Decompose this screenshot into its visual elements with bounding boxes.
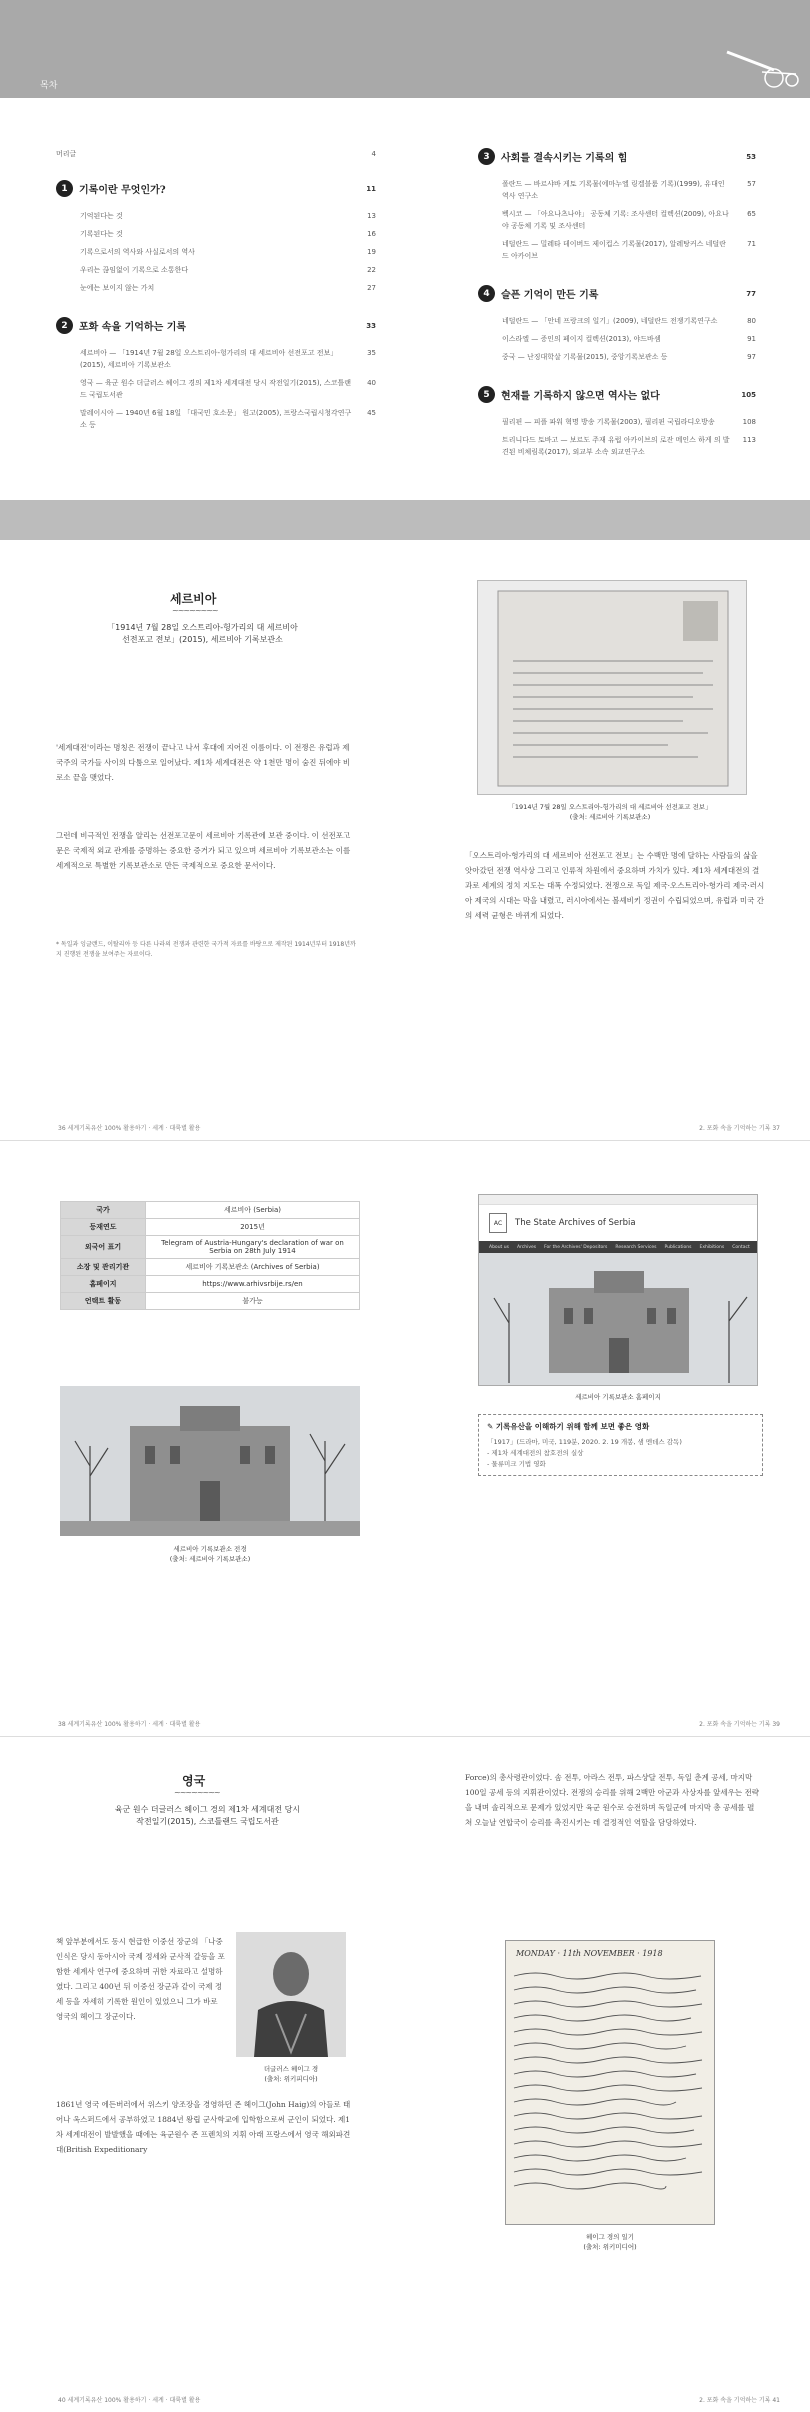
info-value[interactable]: https://www.arhivsrbije.rs/en [146, 1276, 360, 1293]
toc-chapter [478, 285, 756, 366]
toc-sub-list [478, 175, 756, 265]
info-value: 2015년 [146, 1219, 360, 1236]
folio-left: 36 세계기록유산 100% 활용하기 · 세계 · 대륙별 활용 [58, 1125, 201, 1132]
toc-spread [0, 0, 810, 500]
body-paragraph: '세계대전'이라는 명칭은 전쟁이 끝나고 나서 후대에 지어진 이름이다. 이 전쟁은 유럽과 제국주의 국가들 사이의 다툼으로 일어났다. 제1차 세계대전은 약 1천만 명이 숨진 뒤에야 비로소 끝을 맺었다. [56, 743, 351, 782]
diary-heading: MONDAY · 11th NOVEMBER · 1918 [516, 1949, 663, 1958]
movie-box-title-text: 기록유산을 이해하기 위해 함께 보면 좋은 영화 [495, 1422, 650, 1431]
toc-item-title: 벡시코 — 「아요나츠나야」 공동체 기록: 조사센터 컬렉션(2009), 아요나야 공동체 기록 및 조사센터 [502, 210, 729, 230]
site-nav-item[interactable]: Contact [732, 1244, 750, 1250]
wave-ornament: ~~~~~~~~ [174, 1788, 220, 1797]
toc-item[interactable] [80, 207, 376, 225]
toc-item-title: 폴란드 — 바르샤바 게토 기록물(에마누엘 링겔블룸 기록)(1999), 유대인 역사 연구소 [502, 180, 725, 200]
toc-chapter-heading[interactable] [478, 386, 756, 403]
site-brand [479, 1205, 757, 1241]
site-logo-icon: АС [489, 1213, 507, 1233]
toc-intro-page: 4 [371, 150, 376, 158]
chapter-number-badge: 1 [56, 180, 73, 197]
site-caption: 세르비아 기록보관소 홈페이지 [575, 1393, 661, 1401]
toc-chapter [56, 317, 376, 434]
chapter-number-badge: 4 [478, 285, 495, 302]
toc-item[interactable] [502, 235, 756, 265]
toc-item-page: 13 [367, 212, 376, 220]
toc-item-page: 16 [367, 230, 376, 238]
record-info-table [60, 1201, 360, 1310]
info-key: 언택트 활동 [61, 1293, 146, 1310]
info-row [61, 1202, 360, 1219]
toc-item-title: 네덜란드 — 「안네 프랑크의 일기」(2009), 네덜란드 전쟁기록연구소 [502, 317, 718, 325]
country-title: 세르비아 [170, 592, 217, 606]
body-paragraph: Force)의 총사령관이었다. 솜 전투, 아라스 전투, 파스샹달 전투, 독일 춘계 공세, 마지막 100일 공세 등의 지휘관이었다. 전쟁의 승리를 위해 2백만 아군과 사상자를 앞세우는 전략을 내며 솔리적으로 문제가 있었지만 육군 원수로 승전하며 독일군에 마지막 총 공세를 펼쳐 오늘날 연합국이 승리를 촉진시키는 데 결정적인 역할을 담당하였다. [465, 1773, 760, 1827]
archive-building-photo [60, 1386, 360, 1536]
toc-item[interactable] [502, 205, 756, 235]
chapter-title: 슬픈 기억이 만든 기록 [501, 290, 599, 301]
spread-uk [0, 1742, 810, 2412]
portrait-caption-line1: 더글러스 헤이그 경 [263, 2065, 319, 2073]
toc-item[interactable] [502, 330, 756, 348]
info-key: 홈페이지 [61, 1276, 146, 1293]
toc-column-left [56, 148, 376, 434]
portrait-caption-line2: (출처: 위키피디아) [264, 2075, 318, 2083]
archive-website-screenshot [478, 1194, 758, 1386]
movie-line: - 물류미크 기법 영화 [487, 1460, 546, 1468]
toc-item-page: 113 [742, 436, 756, 444]
toc-sub-list [478, 312, 756, 366]
site-nav-item[interactable]: Archives [516, 1244, 537, 1250]
record-subtitle-line1: 「1914년 7월 28일 오스트리아-헝가리의 대 세르비아 [107, 623, 298, 632]
record-subtitle-line2: 작전일기(2015), 스코틀랜드 국립도서관 [136, 1817, 279, 1826]
chapter-number-badge: 3 [478, 148, 495, 165]
folio-right: 2. 포화 속을 기억하는 기록 39 [699, 1721, 780, 1728]
folio-left: 40 세계기록유산 100% 활용하기 · 세계 · 대륙별 활용 [58, 2397, 201, 2404]
site-top-bar [479, 1195, 757, 1205]
toc-chapter-heading[interactable] [56, 317, 376, 334]
toc-item-title: 기억된다는 것 [80, 212, 123, 220]
building-caption-line2: (출처: 세르비아 기록보관소) [169, 1555, 251, 1563]
toc-item-title: 중국 — 난징대학살 기록물(2015), 중앙기록보관소 등 [502, 353, 668, 361]
site-nav-item[interactable]: About us [489, 1244, 509, 1250]
chapter-page: 53 [746, 152, 756, 161]
toc-item[interactable] [502, 431, 756, 461]
info-key: 외국어 표기 [61, 1236, 146, 1259]
chapter-page: 11 [366, 184, 376, 193]
telegram-caption [465, 802, 755, 822]
toc-item-page: 40 [367, 379, 376, 387]
haig-diary-image [505, 1940, 715, 2225]
cannon-icon [722, 40, 802, 90]
toc-item-title: 세르비아 — 「1914년 7월 28일 오스트리아-헝가리의 대 세르비아 선전포고 전보」(2015), 세르비아 기록보관소 [80, 349, 338, 369]
spread-serbia [0, 540, 810, 1140]
toc-item-title: 기록된다는 것 [80, 230, 123, 238]
chapter-number-badge: 2 [56, 317, 73, 334]
toc-sub-list [478, 413, 756, 461]
body-paragraph: 1861년 영국 에든버러에서 위스키 양조장을 경영하던 존 헤이그(John Haig)의 아들로 태어나 옥스퍼드에서 공부하였고 1884년 왕립 군사학교에 입학함으로써 군인이 되었다. 제1차 세계대전이 발발했을 때에는 육군원수 존 프렌치의 지휘 아래 프랑스에서 영국 해외파견대(British Expeditionary [56, 2100, 351, 2154]
toc-intro[interactable] [56, 148, 376, 160]
diary-caption [505, 2232, 715, 2252]
info-row [61, 1219, 360, 1236]
toc-item-page: 19 [367, 248, 376, 256]
toc-item-page: 108 [742, 418, 756, 426]
section-divider [0, 500, 810, 540]
page-37 [405, 540, 810, 1140]
toc-item[interactable] [80, 344, 376, 374]
toc-chapter-heading[interactable] [478, 148, 756, 165]
site-nav-item[interactable]: Exhibitions [699, 1244, 725, 1250]
toc-item[interactable] [80, 374, 376, 404]
haig-portrait [236, 1932, 346, 2057]
info-row [61, 1276, 360, 1293]
diary-caption-line1: 헤이그 경의 일기 [585, 2233, 635, 2241]
footnote: * 독일과 잉글랜드, 이탈리아 등 다른 나라의 전쟁과 관련한 국가적 자료를 바탕으로 제작된 1914년부터 1918년까지 진행된 전쟁을 보여주는 자료이다. [56, 941, 356, 958]
toc-sub-list [56, 207, 376, 297]
movie-line: 「1917」(드라마, 미국, 119분, 2020. 2. 19 개봉, 샘 멘데스 감독) [487, 1438, 682, 1446]
toc-item-page: 71 [747, 240, 756, 248]
toc-sub-list [56, 344, 376, 434]
toc-header-label: 목차 [40, 81, 58, 91]
toc-item-title: 트리니다드 토바고 — 보르도 주재 유럽 아카이브의 로잔 메인스 하게 의 발견된 비체림록(2017), 외교부 소속 외교연구소 [502, 436, 730, 456]
info-value: 세르비아 기록보관소 (Archives of Serbia) [146, 1259, 360, 1276]
info-row [61, 1259, 360, 1276]
movie-box-title: ✎ 기록유산을 이해하기 위해 함께 보면 좋은 영화 [487, 1422, 650, 1431]
toc-chapter [478, 386, 756, 461]
chapter-page: 77 [746, 289, 756, 298]
site-nav-item[interactable]: For the Archives' Depositors [544, 1244, 608, 1250]
telegram-caption-line2: (출처: 세르비아 기록보관소) [569, 813, 651, 821]
toc-item-page: 27 [367, 284, 376, 292]
toc-chapter [478, 148, 756, 265]
toc-item-page: 45 [367, 409, 376, 417]
toc-item-title: 이스라엘 — 증인의 페이지 컬렉션(2013), 야드바셈 [502, 335, 661, 343]
toc-item-page: 65 [747, 210, 756, 218]
country-title: 영국 [182, 1774, 206, 1788]
portrait-caption [236, 2064, 346, 2084]
site-hero-image [479, 1253, 758, 1386]
body-paragraph: 「오스트리아-헝가리의 대 세르비아 선전포고 전보」는 수백만 명에 달하는 사람들의 삶을 앗아갔던 전쟁 역사상 그리고 인류적 차원에서 중요하며 가치가 있다. 제1차 세계대전의 결과로 세계의 정치 지도는 대폭 수정되었다. 전쟁으로 독일 제국·오스트리아-헝가리 제국·러시아 제국의 시대는 막을 내렸고, 러시아에서는 볼셰비키 정권이 수립되었으며, 유럽과 미국 간의 세력 균형은 바뀌게 되었다. [465, 851, 765, 920]
building-caption-line1: 세르비아 기록보관소 전경 [173, 1545, 247, 1553]
body-paragraph: 책 앞부분에서도 동시 현급한 이중선 장군의 「나중인식은 당시 동아시아 국제 정세와 군사적 갈등을 포함한 세계사 연구에 중요하며 귀한 자료라고 설명하였다. 그리고 400년 뒤 이중선 장군과 같이 국제 정세 등을 자세히 기록한 원인이 있었으니 그가 바로 영국의 헤이그 장군이다. [56, 1937, 225, 2021]
info-value: 세르비아 (Serbia) [146, 1202, 360, 1219]
chapter-number-badge: 5 [478, 386, 495, 403]
spread-serbia-info [0, 1146, 810, 1736]
toc-item[interactable] [80, 243, 376, 261]
toc-item-title: 말레이시아 — 1940년 6월 18일 「대국민 호소문」 원고(2005), 프랑스국립시청각연구소 등 [80, 409, 352, 429]
toc-item[interactable] [502, 312, 756, 330]
site-title: The State Archives of Serbia [515, 1218, 636, 1228]
info-key: 국가 [61, 1202, 146, 1219]
chapter-title: 현재를 기록하지 않으면 역사는 없다 [501, 391, 660, 402]
toc-item-page: 80 [747, 317, 756, 325]
info-row [61, 1293, 360, 1310]
chapter-title: 사회를 결속시키는 기록의 힘 [501, 153, 628, 164]
info-row [61, 1236, 360, 1259]
site-nav-item[interactable]: Publications [664, 1244, 692, 1250]
info-value: Telegram of Austria-Hungary's declaration of war on Serbia on 28th July 1914 [146, 1236, 360, 1259]
diary-caption-line2: (출처: 위키미디어) [583, 2243, 637, 2251]
toc-item-title: 눈에는 보이지 않는 가치 [80, 284, 155, 292]
toc-item-page: 35 [367, 349, 376, 357]
toc-item-title: 우리는 끊임없이 기록으로 소통한다 [80, 266, 189, 274]
toc-item[interactable] [80, 225, 376, 243]
info-value: 불가능 [146, 1293, 360, 1310]
toc-chapter-heading[interactable] [478, 285, 756, 302]
movie-line: - 제1차 세계대전의 참호전의 실상 [487, 1449, 584, 1457]
site-nav [479, 1241, 757, 1253]
building-caption [60, 1544, 360, 1564]
folio-right: 2. 포화 속을 기억하는 기록 37 [699, 1125, 780, 1132]
toc-item-title: 영국 — 육군 원수 더글러스 헤이그 경의 제1차 세계대전 당시 작전일기(2015), 스코틀랜드 국립도서관 [80, 379, 352, 399]
toc-item-title: 기록으로서의 역사와 사실로서의 역사 [80, 248, 195, 256]
record-subtitle-line1: 육군 원수 더글러스 헤이그 경의 제1차 세계대전 당시 [114, 1805, 301, 1814]
telegram-caption-line1: 「1914년 7월 28일 오스트리아-헝가리의 대 세르비아 선전포고 전보」 [508, 803, 712, 811]
toc-intro-title: 머리글 [56, 150, 77, 158]
toc-column-right [478, 148, 756, 461]
toc-item[interactable] [80, 404, 376, 434]
chapter-title: 기록이란 무엇인가? [79, 185, 166, 196]
toc-chapter-heading[interactable] [56, 180, 376, 197]
toc-item[interactable] [502, 348, 756, 366]
chapter-page: 105 [741, 390, 756, 399]
toc-item-page: 22 [367, 266, 376, 274]
toc-item-title: 필리핀 — 피플 파워 혁명 방송 기록물(2003), 필리핀 국립라디오방송 [502, 418, 715, 426]
chapter-title: 포화 속을 기억하는 기록 [79, 322, 187, 333]
record-subtitle-line2: 선전포고 전보」(2015), 세르비아 기록보관소 [122, 635, 283, 644]
toc-item[interactable] [502, 175, 756, 205]
body-paragraph: 그런데 비극적인 전쟁을 알리는 선전포고문이 세르비아 기록관에 보관 중이다. 이 선전포고문은 국제적 외교 관계를 증명하는 중요한 증거가 되고 있으며 세르비아 기록보관소는 이를 세계적으로 특별한 기록보관소로 만든 국제적으로 중요한 문서이다. [56, 831, 351, 870]
toc-item-page: 91 [747, 335, 756, 343]
toc-header [0, 0, 810, 98]
page-40 [0, 1742, 405, 2412]
folio-right: 2. 포화 속을 기억하는 기록 41 [699, 2397, 780, 2404]
toc-chapter [56, 180, 376, 297]
site-nav-item[interactable]: Research Services [615, 1244, 657, 1250]
toc-item[interactable] [80, 279, 376, 297]
info-key: 등재연도 [61, 1219, 146, 1236]
folio-left: 38 세계기록유산 100% 활용하기 · 세계 · 대륙별 활용 [58, 1721, 201, 1728]
page-36 [0, 540, 405, 1140]
toc-item-page: 97 [747, 353, 756, 361]
chapter-page: 33 [366, 321, 376, 330]
toc-item[interactable] [80, 261, 376, 279]
toc-item-page: 57 [747, 180, 756, 188]
movie-recommendation-box [478, 1414, 763, 1476]
info-key: 소장 및 관리기관 [61, 1259, 146, 1276]
toc-item-title: 네덜란드 — 밀레타 데이버드 제이컵스 기록물(2017), 알레탕커스 네덜란드 아카이브 [502, 240, 726, 260]
record-subtitle [70, 622, 335, 646]
toc-item[interactable] [502, 413, 756, 431]
wave-ornament: ~~~~~~~~ [172, 606, 218, 615]
telegram-document-image [477, 580, 747, 795]
record-subtitle [70, 1804, 345, 1828]
